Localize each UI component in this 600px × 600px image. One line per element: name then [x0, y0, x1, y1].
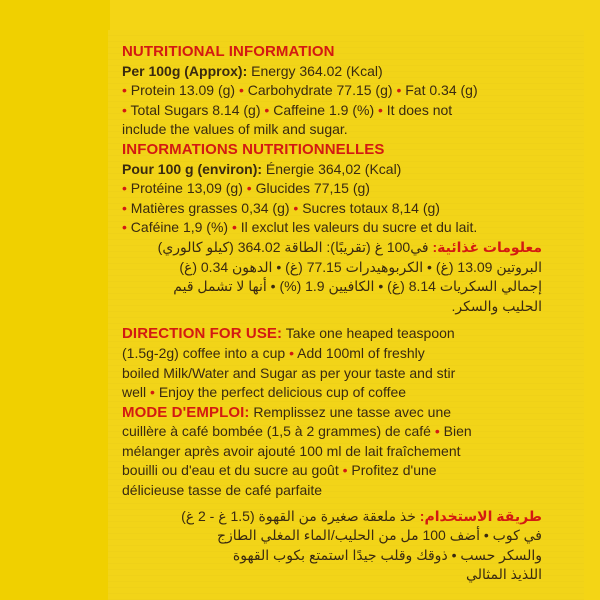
nutrition-en-energy: Energy 364.02 (Kcal) — [251, 62, 383, 79]
nutrition-ar-line-4: الحليب والسكر. — [451, 297, 542, 314]
direction-en-step-1: Take one heaped teaspoon — [285, 325, 455, 342]
direction-ar-line-2: في كوب • أضف 100 مل من الحليب/الماء المغلي الطازج — [216, 527, 542, 544]
bullet-icon — [122, 200, 127, 216]
bullet-icon — [122, 82, 127, 98]
direction-ar-line-4: اللذيذ المثالي — [466, 566, 542, 583]
bullet-icon — [232, 219, 237, 235]
bullet-icon — [396, 82, 401, 98]
bullet-icon — [343, 462, 348, 478]
direction-fr-title: MODE D'EMPLOI: — [122, 403, 250, 421]
direction-ar-step-1: خذ ملعقة صغيرة من القهوة (1.5 غ - 2 غ) — [181, 507, 416, 524]
nutrition-en-per: Per 100g (Approx): — [122, 62, 248, 79]
nutrition-ar-title: معلومات غذائية: — [432, 238, 542, 255]
direction-fr-line-5: délicieuse tasse de café parfaite — [122, 482, 323, 499]
direction-ar-line-1 — [122, 507, 542, 527]
bullet-icon — [289, 345, 294, 361]
direction-en-line-2 — [122, 344, 582, 364]
nutrition-fr-per: Pour 100 g (environ): — [122, 160, 263, 177]
nutrition-fr-line-3 — [122, 199, 582, 219]
direction-en-step-3: Enjoy the perfect delicious cup of coffee — [158, 384, 407, 401]
bullet-icon — [122, 102, 127, 118]
nutrition-fr-sugars: Sucres totaux 8,14 (g) — [302, 199, 440, 216]
direction-fr-step-1b: cuillère à café bombée (1,5 à 2 grammes) de café — [122, 423, 431, 440]
direction-ar-line-3: والسكر حسب • ذوقك وقلب جيدًا استمتع بكوب القهوة — [232, 546, 542, 563]
bullet-icon — [122, 219, 127, 235]
nutrition-fr-line-4 — [122, 218, 582, 238]
nutrition-en-note-2: include the values of milk and sugar. — [122, 121, 348, 138]
direction-ar-title: طريقة الاستخدام: — [419, 507, 542, 524]
nutrition-en-note-1: It does not — [386, 101, 453, 118]
nutrition-fr-carb: Glucides 77,15 (g) — [255, 180, 370, 197]
direction-en-title: DIRECTION FOR USE: — [122, 325, 283, 343]
nutrition-fr-protein: Protéine 13,09 (g) — [130, 180, 243, 197]
bullet-icon — [239, 82, 244, 98]
nutrition-en-line-3 — [122, 101, 582, 121]
nutrition-en-protein: Protein 13.09 (g) — [130, 82, 236, 99]
nutrition-en-title: NUTRITIONAL INFORMATION — [122, 43, 335, 60]
direction-fr-line-2 — [122, 422, 582, 442]
nutrition-en-carb: Carbohydrate 77.15 (g) — [247, 82, 393, 99]
bullet-icon — [247, 180, 252, 196]
direction-en-step-2: Add 100ml of freshly — [297, 344, 425, 361]
bullet-icon — [122, 180, 127, 196]
direction-en-step-2b: well — [122, 384, 147, 401]
bullet-icon — [150, 384, 155, 400]
nutrition-en-line-2 — [122, 81, 582, 101]
direction-en-line-4 — [122, 383, 582, 403]
nutrition-fr-energy: Énergie 364,02 (Kcal) — [265, 160, 402, 177]
nutrition-fr-line-2 — [122, 179, 582, 199]
bullet-icon — [264, 102, 269, 118]
nutrition-ar-line-3: إجمالي السكريات 8.14 (غ) • الكافيين 1.9 (%) • أنها لا تشمل قيم — [173, 278, 542, 295]
direction-fr-line-1 — [122, 403, 582, 423]
nutrition-ar-line-2: البروتين 13.09 (غ) • الكربوهيدرات 77.15 (غ) • الدهون 0.34 (غ) — [179, 258, 542, 275]
package-left-edge — [0, 0, 110, 600]
nutrition-ar-energy: في100 غ (تقريبًا): الطاقة 364.02 (كيلو كالوري) — [157, 238, 429, 255]
nutrition-fr-fat: Matières grasses 0,34 (g) — [130, 199, 290, 216]
direction-fr-step-3: Profitez d'une — [351, 462, 437, 479]
nutrition-en-fat: Fat 0.34 (g) — [405, 82, 478, 99]
direction-en-step-1b: (1.5g-2g) coffee into a cup — [122, 344, 286, 361]
direction-fr-step-2: Bien — [443, 423, 472, 440]
bullet-icon — [378, 102, 383, 118]
direction-fr-line-4 — [122, 461, 582, 481]
bullet-icon — [435, 423, 440, 439]
direction-en-line-1 — [122, 324, 582, 344]
direction-fr-step-2b: bouilli ou d'eau et du sucre au goût — [122, 462, 339, 479]
nutrition-en-sugars: Total Sugars 8.14 (g) — [130, 101, 261, 118]
nutrition-en-caffeine: Caffeine 1.9 (%) — [273, 101, 375, 118]
direction-fr-line-3: mélanger après avoir ajouté 100 ml de lait fraîchement — [122, 442, 461, 459]
bullet-icon — [293, 200, 298, 216]
nutrition-en-line-1 — [122, 62, 582, 82]
direction-en-line-3: boiled Milk/Water and Sugar as per your taste and stir — [122, 364, 456, 381]
nutrition-fr-note: Il exclut les valeurs du sucre et du lait. — [240, 219, 478, 236]
nutrition-ar-line-1 — [122, 238, 542, 258]
package-text — [122, 42, 582, 585]
nutrition-fr-title: INFORMATIONS NUTRITIONNELLES — [122, 140, 385, 158]
nutrition-fr-caffeine: Caféine 1,9 (%) — [130, 219, 229, 236]
direction-fr-step-1: Remplissez une tasse avec une — [253, 403, 452, 420]
nutrition-fr-line-1 — [122, 160, 582, 180]
